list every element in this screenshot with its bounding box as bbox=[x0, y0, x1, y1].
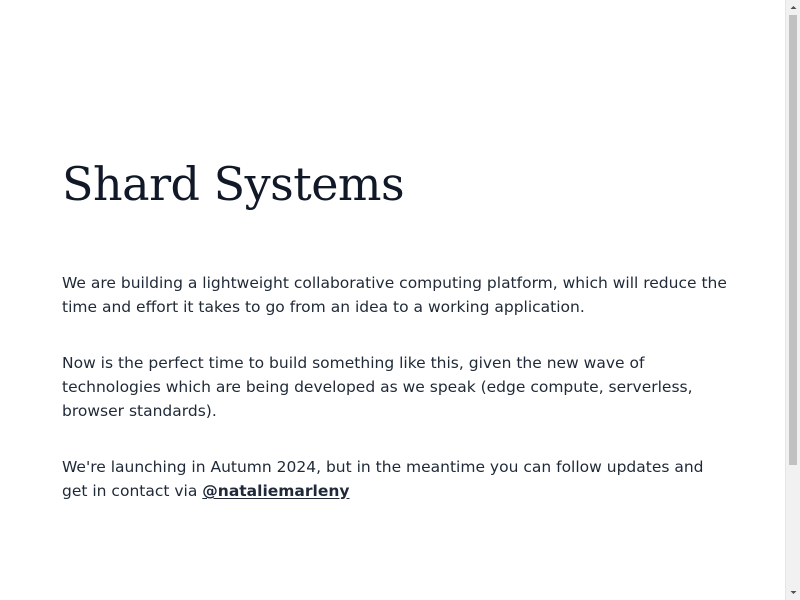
page-title: Shard Systems bbox=[62, 157, 405, 211]
intro-paragraph: We are building a lightweight collaborative computing platform, which will reduce the time and effort it takes to go from an idea to a working application. bbox=[62, 274, 727, 316]
scroll-up-button[interactable] bbox=[786, 0, 800, 15]
chevron-up-icon bbox=[786, 0, 800, 15]
contact-handle-link[interactable]: @nataliemarleny bbox=[202, 482, 350, 500]
scroll-thumb[interactable] bbox=[789, 15, 797, 465]
chevron-down-icon bbox=[786, 585, 800, 600]
vertical-scrollbar[interactable] bbox=[785, 0, 800, 600]
timing-paragraph: Now is the perfect time to build something like this, given the new wave of technologies which are being developed as we speak (edge compute, serverless, browser standards). bbox=[62, 354, 693, 420]
scroll-down-button[interactable] bbox=[786, 585, 800, 600]
launch-paragraph bbox=[62, 455, 727, 503]
launch-text: We're launching in Autumn 2024, but in the meantime you can follow updates and get in contact via bbox=[62, 458, 704, 500]
